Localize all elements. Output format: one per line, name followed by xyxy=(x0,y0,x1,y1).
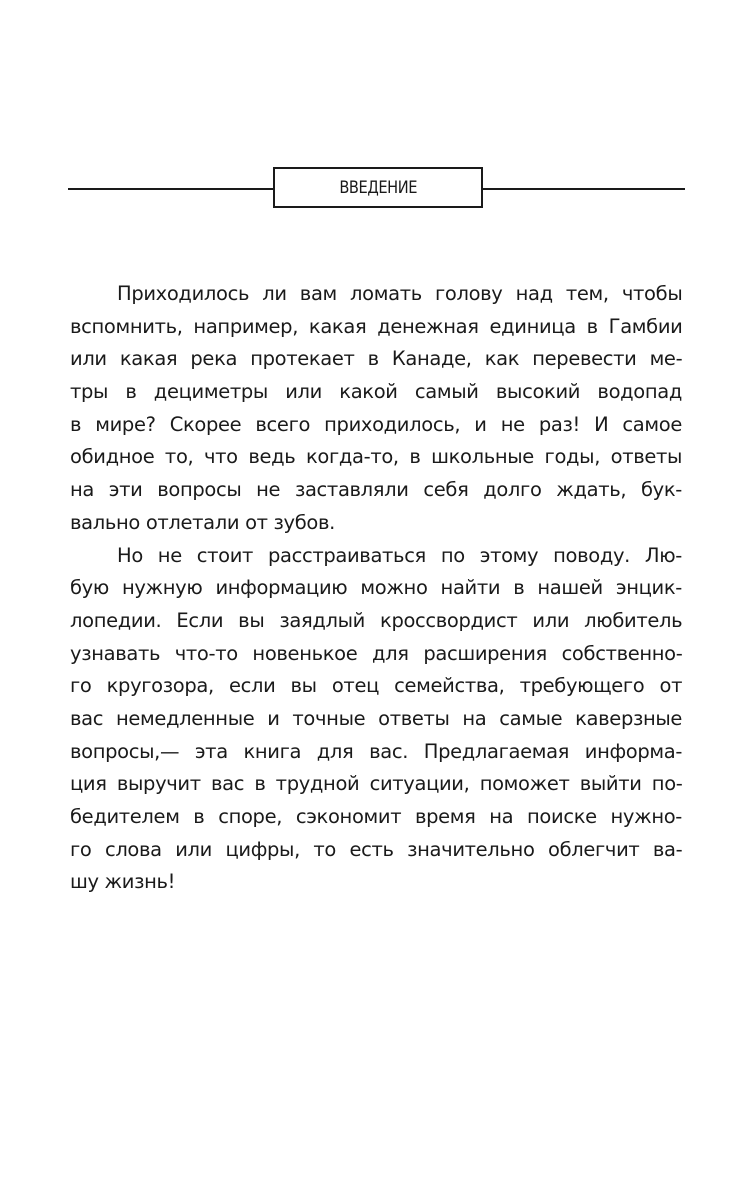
text-line: обидное то, что ведь когда-то, в школьные годы, ответы xyxy=(70,445,683,469)
text-line: Приходилось ли вам ломать голову над тем, чтобы xyxy=(117,282,683,305)
text-line: го слова или цифры, то есть значительно облегчит ва- xyxy=(70,837,683,861)
body-text xyxy=(70,278,682,899)
paragraph-2 xyxy=(70,540,682,900)
text-line: шу жизнь! xyxy=(70,870,176,894)
text-line: вас немедленные и точные ответы на самые каверзные xyxy=(70,706,683,730)
text-line: или какая река протекает в Канаде, как перевести ме- xyxy=(70,347,683,371)
text-line: бую нужную информацию можно найти в нашей энцик- xyxy=(70,576,682,600)
text-line: лопедии. Если вы заядлый кроссвордист или любитель xyxy=(70,608,683,632)
header-rule-left xyxy=(68,188,274,190)
paragraph-1 xyxy=(70,278,682,540)
text-line: ция выручит вас в трудной ситуации, поможет выйти по- xyxy=(70,772,683,796)
text-line: на эти вопросы не заставляли себя долго ждать, бук- xyxy=(70,478,682,502)
text-line: вспомнить, например, какая денежная единица в Гамбии xyxy=(70,314,683,338)
text-line: вально отлетали от зубов. xyxy=(70,510,335,534)
text-line: тры в дециметры или какой самый высокий водопад xyxy=(70,380,682,404)
section-title: ВВЕДЕНИЕ xyxy=(339,177,417,198)
text-line: бедителем в споре, сэкономит время на поиске нужно- xyxy=(70,805,682,828)
section-header-box xyxy=(273,167,483,208)
text-line: го кругозора, если вы отец семейства, требующего от xyxy=(70,674,683,698)
header-rule-right xyxy=(482,188,685,190)
text-line: в мире? Скорее всего приходилось, и не раз! И самое xyxy=(70,412,682,436)
text-line: Но не стоит расстраиваться по этому поводу. Лю- xyxy=(117,543,682,567)
text-line: вопросы,— эта книга для вас. Предлагаемая информа- xyxy=(70,739,683,763)
text-line: узнавать что-то новенькое для расширения собственно- xyxy=(70,641,683,665)
